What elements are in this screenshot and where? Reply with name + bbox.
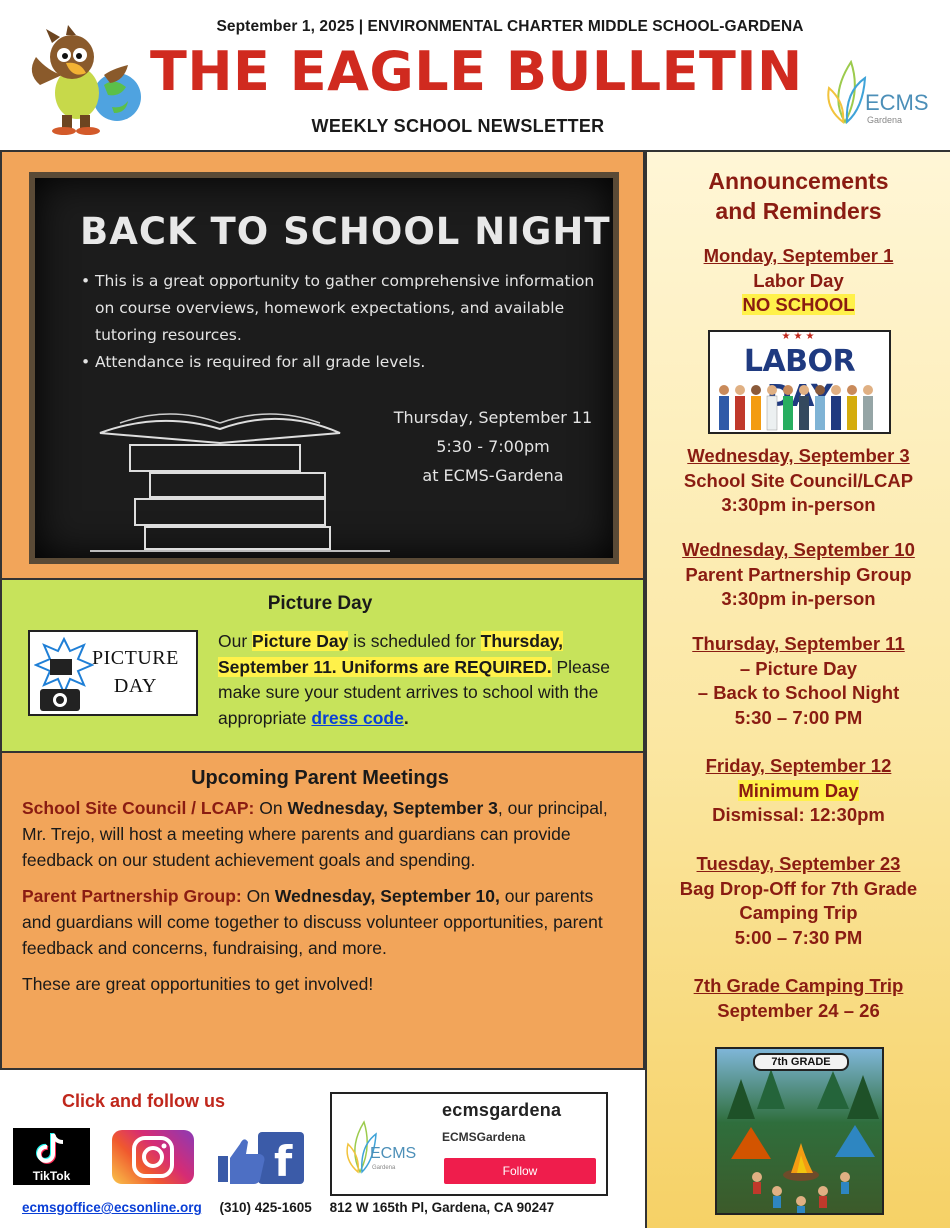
newsletter-subtitle: WEEKLY SCHOOL NEWSLETTER	[311, 116, 605, 136]
announcement-item: Thursday, September 11 – Picture Day – Back to School Night 5:30 – 7:00 PM	[692, 633, 905, 728]
announcement-item: Monday, September 1 Labor Day NO SCHOOL	[703, 245, 894, 315]
event-place: at ECMS-Gardena	[422, 466, 564, 485]
announcement-item: Wednesday, September 3 School Site Council/LCAP 3:30pm in-person	[683, 445, 914, 515]
contact-line	[22, 1200, 554, 1215]
bullet-item: • Attendance is required for all grade levels.	[81, 349, 601, 376]
phone-number: (310) 425-1605	[219, 1200, 312, 1215]
facebook-icon[interactable]	[214, 1130, 306, 1186]
social-footer	[0, 1070, 645, 1228]
instagram-profile-card[interactable]	[330, 1092, 608, 1196]
parent-meetings-heading: Upcoming Parent Meetings	[191, 767, 449, 789]
svg-text:f: f	[274, 1137, 293, 1186]
book-stack-icon	[90, 393, 390, 553]
bullet-item: • This is a great opportunity to gather comprehensive information on course overviews, homework expectations, and available tutoring resources.	[81, 268, 601, 349]
workers-icon	[710, 382, 889, 432]
school-address: 812 W 165th Pl, Gardena, CA 90247	[329, 1200, 555, 1215]
labor-day-image-text: LABOR	[743, 344, 856, 379]
chalkboard-event-info	[383, 403, 603, 490]
announcement-item: 7th Grade Camping Trip September 24 – 26	[693, 975, 904, 1021]
parent-meetings-text	[22, 795, 622, 1007]
svg-text:Gardena: Gardena	[867, 115, 903, 125]
announcements-column	[645, 150, 950, 1228]
newsletter-title: THE EAGLE BULLETIN	[150, 40, 803, 103]
dress-code-link[interactable]: dress code	[311, 707, 404, 728]
instagram-icon[interactable]	[112, 1130, 194, 1184]
dateline: September 1, 2025 | ENVIRONMENTAL CHARTER MIDDLE SCHOOL-GARDENA	[216, 18, 804, 35]
stars-icon: ★★★	[781, 331, 818, 342]
camera-icon	[34, 635, 94, 715]
campfire-scene-icon	[717, 1049, 884, 1215]
back-to-school-panel	[0, 150, 645, 580]
picture-day-text: Our Picture Day is scheduled for Thursday, September 11. Uniforms are REQUIRED. Please make sure your student arrives to school with the appropriate dress code.	[218, 631, 610, 728]
parent-meetings-panel	[0, 753, 645, 1070]
facebook-like-icon	[214, 1130, 306, 1186]
announcement-item: Tuesday, September 23 Bag Drop-Off for 7th Grade Camping Trip 5:00 – 7:30 PM	[679, 853, 918, 948]
picture-day-heading: Picture Day	[267, 593, 373, 614]
event-date: Thursday, September 11	[393, 408, 593, 427]
ppg-paragraph: Parent Partnership Group: On Wednesday, September 10, our parents and guardians will come together to discuss volunteer opportunities, parent feedback and concerns, fundraising, and more.	[22, 886, 603, 958]
instagram-camera-icon	[112, 1130, 194, 1184]
svg-text:ECMS: ECMS	[865, 90, 929, 115]
follow-button[interactable]: Follow	[444, 1158, 596, 1184]
picture-day-logo-text: PICTURE DAY	[92, 647, 179, 697]
leaf-logo-icon	[825, 60, 937, 130]
involvement-paragraph: These are great opportunities to get involved!	[22, 974, 374, 994]
svg-text:ECMS: ECMS	[370, 1145, 417, 1162]
chalkboard-bullets	[81, 268, 601, 376]
announcement-item: Wednesday, September 10 Parent Partnership Group 3:30pm in-person	[682, 539, 915, 609]
labor-day-image	[708, 330, 891, 434]
ssc-paragraph: School Site Council / LCAP: On Wednesday, September 3, our principal, Mr. Trejo, will host a meeting where parents and guardians can provide feedback on our student achievement goals and spending.	[22, 798, 608, 870]
email-link[interactable]: ecmsgoffice@ecsonline.org	[22, 1200, 202, 1215]
ecms-leaf-icon	[346, 1112, 426, 1182]
picture-day-logo	[28, 630, 198, 716]
announcements-heading: Announcements and Reminders	[708, 168, 889, 224]
chalkboard-image	[29, 172, 619, 564]
announcement-item: Friday, September 12 Minimum Day Dismissal: 12:30pm	[705, 755, 892, 825]
newsletter-header	[0, 0, 950, 150]
tiktok-note-icon	[13, 1128, 90, 1170]
tiktok-icon[interactable]: TikTok	[13, 1128, 90, 1185]
picture-day-panel	[0, 580, 645, 753]
follow-heading: Click and follow us	[62, 1091, 226, 1111]
camp-image-label: 7th GRADE	[753, 1053, 849, 1071]
instagram-name: ECMSGardena	[442, 1130, 526, 1144]
chalkboard-title: BACK TO SCHOOL NIGHT	[80, 210, 611, 253]
svg-text:Gardena: Gardena	[372, 1165, 396, 1171]
eagle-mascot-icon	[22, 25, 147, 135]
instagram-handle: ecmsgardena	[442, 1100, 562, 1120]
camping-trip-image	[715, 1047, 884, 1215]
ecms-logo	[825, 60, 937, 130]
event-time: 5:30 - 7:00pm	[436, 437, 550, 456]
